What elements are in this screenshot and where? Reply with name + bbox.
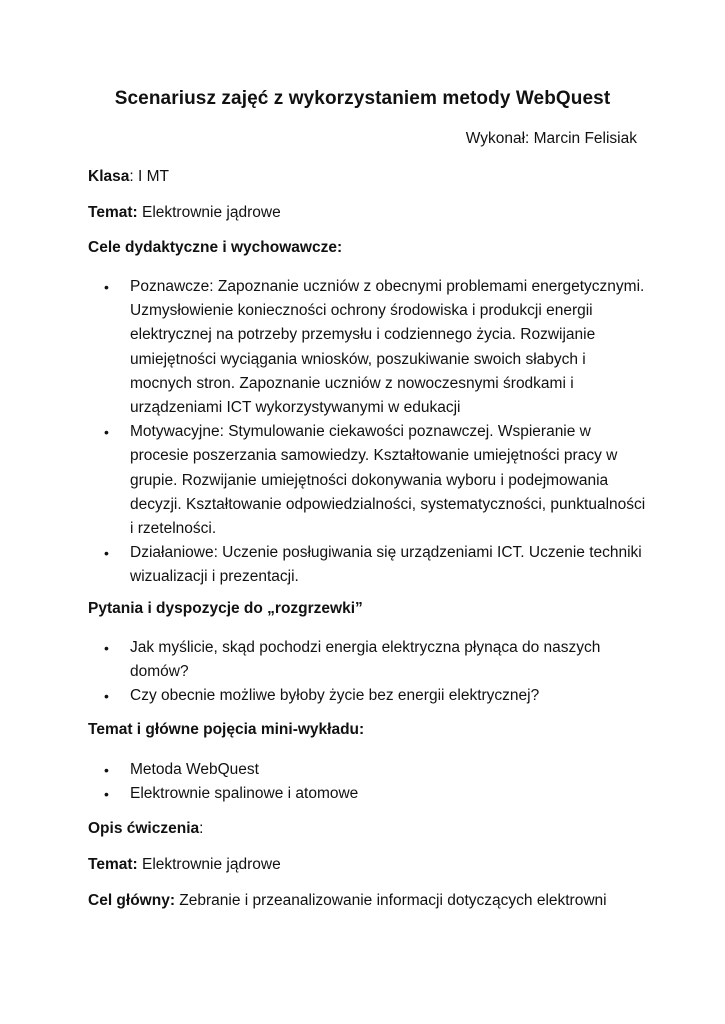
bullet-icon: •	[104, 279, 109, 295]
temat-label: Temat:	[88, 204, 138, 221]
list-item	[104, 636, 649, 684]
list-item	[104, 782, 649, 806]
bullet-icon: •	[104, 786, 109, 803]
list-item-text: Poznawcze: Zapoznanie uczniów z obecnymi problemami energetycznymi. Uzmysłowienie konieczności ochrony środowiska i produkcji energii elektrycznej na potrzeby przemysłu i codziennego życia. Rozwijanie umiejętności wyciągania wniosków, poszukiwanie swoich słabych i mocnych stron. Zapoznanie uczniów z nowoczesnymi środkami i urządzeniami ICT wykorzystywanymi w edukacji	[130, 278, 645, 417]
klasa-label: Klasa	[88, 168, 130, 185]
list-item-text: Czy obecnie możliwe byłoby życie bez energii elektrycznej?	[130, 687, 540, 705]
author-line: Wykonał: Marcin Felisiak	[465, 130, 637, 147]
list-item	[104, 684, 649, 708]
temat-label-2: Temat:	[88, 856, 138, 873]
list-item	[104, 758, 649, 782]
temat-line	[88, 204, 281, 222]
cele-list	[104, 275, 649, 590]
cel-line	[88, 892, 607, 910]
opis-line	[88, 820, 203, 838]
pytania-heading-text: Pytania i dyspozycje do „rozgrzewki”	[88, 600, 363, 617]
cel-value: Zebranie i przeanalizowanie informacji dotyczących elektrowni	[174, 892, 607, 909]
bullet-icon: •	[104, 688, 109, 705]
bullet-icon: •	[104, 545, 109, 562]
list-item-text: Motywacyjne: Stymulowanie ciekawości poznawczej. Wspieranie w procesie poszerzania samowiedzy. Kształtowanie umiejętności pracy w grupie. Rozwijanie umiejętności dokonywania wyboru i podejmowania decyzji. Kształtowanie odpowiedzialności, systematyczności, punktualności i rzetelności.	[130, 423, 646, 538]
document-title: Scenariusz zajęć z wykorzystaniem metody WebQuest	[114, 88, 611, 109]
pytania-list	[104, 636, 649, 709]
temat-value: Elektrownie jądrowe	[137, 204, 281, 221]
cele-heading-text: Cele dydaktyczne i wychowawcze:	[88, 239, 343, 256]
list-item	[104, 420, 649, 541]
pytania-heading	[88, 600, 363, 618]
klasa-line	[88, 168, 169, 186]
pojecia-heading-text: Temat i główne pojęcia mini-wykładu:	[88, 721, 365, 738]
temat-value-2: Elektrownie jądrowe	[137, 856, 281, 873]
bullet-icon: •	[104, 640, 109, 656]
opis-label: Opis ćwiczenia	[88, 820, 200, 837]
klasa-value: : I MT	[129, 168, 169, 185]
cele-heading	[88, 239, 342, 257]
pojecia-list	[104, 758, 649, 806]
bullet-icon: •	[104, 424, 109, 441]
cel-label: Cel główny:	[88, 892, 175, 909]
list-item-text: Metoda WebQuest	[130, 761, 259, 778]
list-item-text: Działaniowe: Uczenie posługiwania się urządzeniami ICT. Uczenie techniki wizualizacji i prezentacji.	[130, 544, 642, 586]
list-item	[104, 541, 649, 589]
bullet-icon: •	[104, 762, 109, 778]
list-item-text: Jak myślicie, skąd pochodzi energia elektryczna płynąca do naszych domów?	[130, 639, 601, 681]
temat-line-2	[88, 856, 281, 874]
list-item	[104, 275, 649, 420]
pojecia-heading	[88, 721, 364, 739]
opis-value: :	[199, 820, 204, 837]
list-item-text: Elektrownie spalinowe i atomowe	[130, 785, 359, 803]
